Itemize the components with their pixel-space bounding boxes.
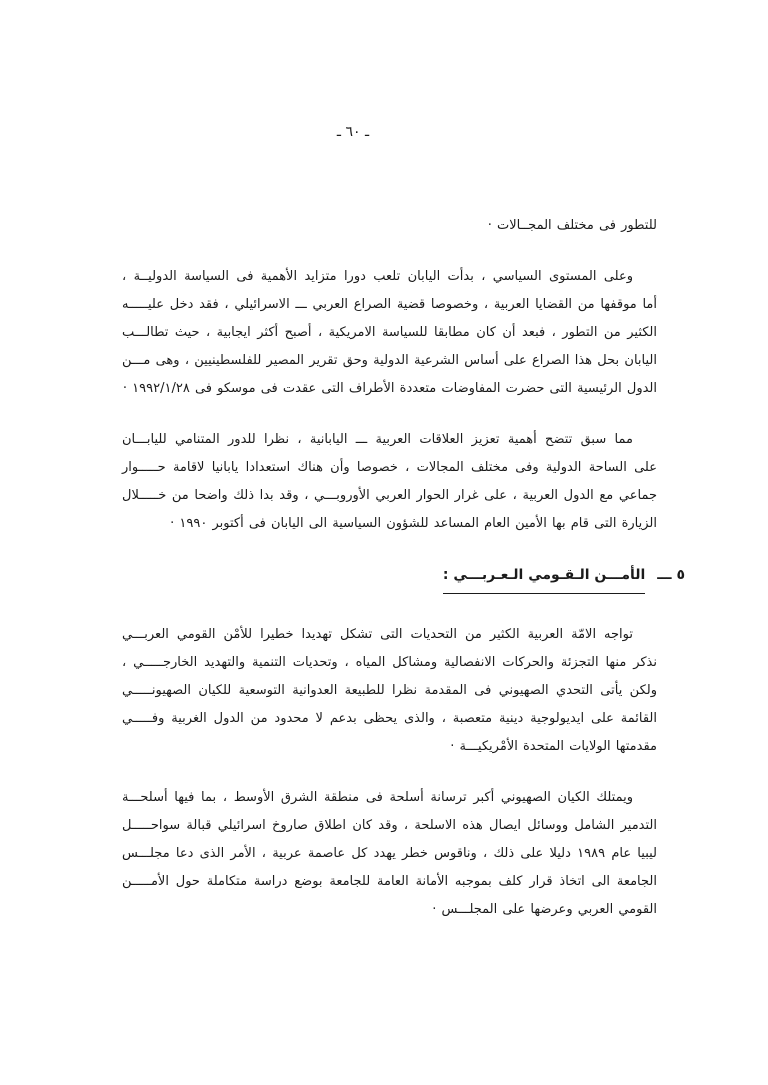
text-line: التدمير الشامل ووسائل ايصال هذه الاسلحة ، وقد كان اطلاق صاروخ اسرائيلي قبالة سواحـــــل — [122, 818, 657, 833]
paragraph — [122, 263, 657, 403]
text-line: القائمة على ايديولوجية دينية متعصبة ، والذى يحظى بدعم لا محدود من الدول الغربية وفـــــي — [122, 711, 657, 726]
text-line: جماعي مع الدول العربية ، على غرار الحوار العربي الأوروبـــي ، وقد بدا ذلك واضحا من خـــــلال — [122, 488, 657, 503]
text-line: الكثير من التطور ، فبعد أن كان مطابقا للسياسة الامريكية ، أصبح أكثر ايجابية ، حيث تطالـــب — [122, 325, 657, 340]
paragraph — [122, 426, 657, 538]
section-title: الأمـــن الـقـومي الـعـربـــي : — [443, 561, 645, 594]
paragraph — [122, 784, 657, 924]
paragraph — [122, 212, 657, 240]
document-content — [122, 212, 685, 947]
text-line: وعلى المستوى السياسي ، بدأت اليابان تلعب دورا متزايد الأهمية فى السياسة الدوليــة ، — [122, 269, 633, 284]
section-number: ٥ ـــ — [657, 567, 685, 583]
text-line: القومي العربي وعرضها على المجلـــس · — [432, 902, 657, 917]
text-line: مما سبق تتضح أهمية تعزيز العلاقات العربية ـــ اليابانية ، نظرا للدور المتنامي لليابـــان — [122, 432, 633, 447]
text-line: اليابان بحل هذا الصراع على أساس الشرعية الدولية وحق تقرير المصير للفلسطينيين ، وهى مـــن — [122, 353, 657, 368]
text-line: ويمتلك الكيان الصهيوني أكبر ترسانة أسلحة فى منطقة الشرق الأوسط ، بما فيها أسلحـــة — [122, 790, 633, 805]
section-heading — [122, 561, 685, 594]
text-line: الدول الرئيسية التى حضرت المفاوضات متعددة الأطراف التى عقدت فى موسكو فى ١٩٩٢/١/٢٨ · — [122, 381, 657, 396]
page-number: ـ ٦٠ ـ — [336, 124, 370, 140]
paragraph — [122, 621, 657, 761]
text-line: نذكر منها التجزئة والحركات الانفصالية ومشاكل المياه ، وتحديات التنمية والتهديد الخارجـــــي ، — [122, 655, 657, 670]
text-line: الجامعة الى اتخاذ قرار كلف بموجبه الأمانة العامة للجامعة بوضع دراسة متكاملة حول الأمـــــن — [122, 874, 657, 889]
text-line: الزيارة التى قام بها الأمين العام المساعد للشؤون السياسية الى اليابان فى أكتوبر ١٩٩٠ · — [170, 516, 657, 531]
text-line: على الساحة الدولية وفى مختلف المجالات ، خصوصا وأن هناك استعدادا يابانيا لاقامة حـــــوار — [122, 460, 657, 475]
text-line: تواجه الامّة العربية الكثير من التحديات التى تشكل تهديدا خطيرا للأمْن القومي العربـــي — [122, 627, 633, 642]
text-line: للتطور فى مختلف المجــالات · — [487, 218, 657, 233]
text-line: أما موقفها من القضايا العربية ، وخصوصا قضية الصراع العربي ـــ الاسرائيلي ، فقد دخل عليـــــه — [122, 297, 657, 312]
text-line: ليبيا عام ١٩٨٩ دليلا على ذلك ، وناقوس خطر يهدد كل عاصمة عربية ، الأمر الذى دعا مجلـــس — [122, 846, 657, 861]
text-line: مقدمتها الولايات المتحدة الأمْريكيـــة · — [450, 739, 657, 754]
text-line: ولكن يأتى التحدي الصهيوني فى المقدمة نظرا للطبيعة العدوانية التوسعية للكيان الصهيونـــــي — [122, 683, 657, 698]
